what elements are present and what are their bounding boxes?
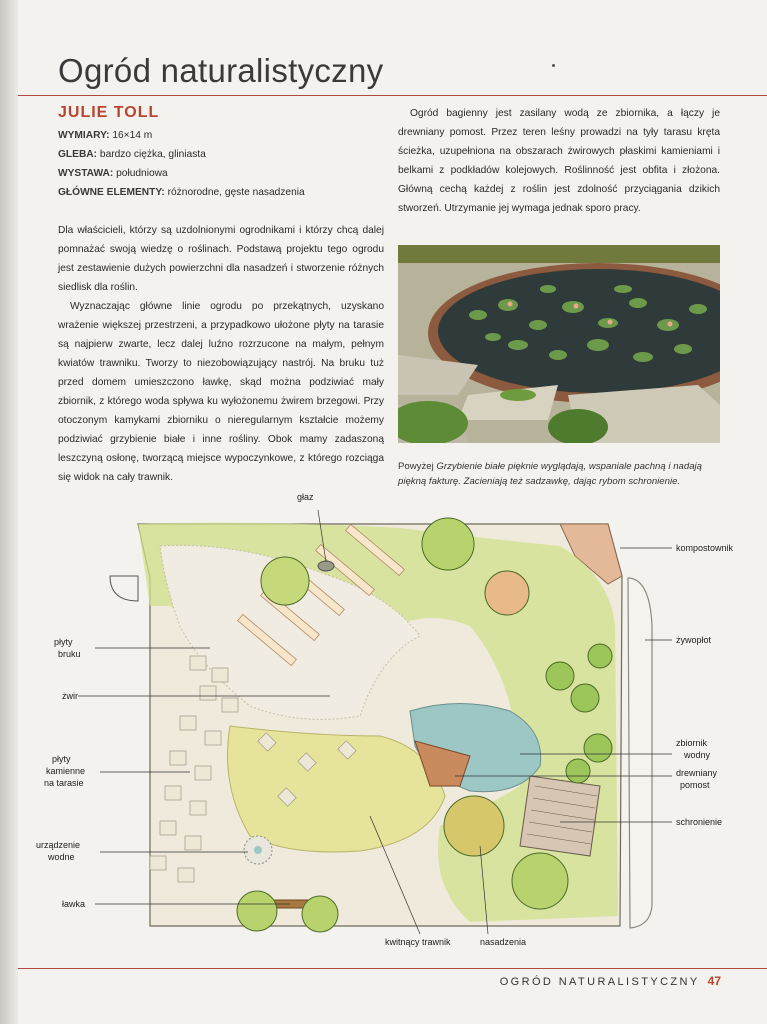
label-terrace-line1: płyty [52, 754, 71, 764]
footer-rule [18, 968, 767, 969]
label-water-feature-line1: urządzenie [36, 840, 81, 850]
label-boulder: głaz [297, 492, 314, 502]
label-boardwalk-line1: drewniany [676, 768, 718, 778]
label-paving-line1: płyty [54, 637, 73, 647]
title-rule [18, 95, 767, 96]
label-gravel: żwir [62, 691, 78, 701]
intro-paragraph: Dla właścicieli, którzy są uzdolnionymi ogrodnikami i którzy chcą dalej pomnażać swoją wiedzę o roślinach. Podstawą projektu tego ogrodu jest zestawienie dużych powierzchni dla nasadzeń i stworzenie różnych siedlisk dla roślin. [58, 225, 384, 293]
label-hedge: żywopłot [676, 635, 712, 645]
label-terrace-line3: na tarasie [44, 778, 84, 788]
label-boardwalk-line2: pomost [680, 780, 710, 790]
label-shelter: schronienie [676, 817, 723, 827]
author-name: JULIE TOLL [58, 104, 160, 121]
label-flowering-lawn: kwitnący trawnik [385, 937, 451, 947]
print-speck [552, 64, 555, 67]
photo-caption: Powyżej Grzybienie białe pięknie wyglądają, wspaniale pachną i nadają piękną fakturę. Zacieniają też sadzawkę, dając rybom schronienie. [398, 461, 703, 487]
label-water-feature-line2: wodne [48, 852, 75, 862]
label-pond-line2: wodny [684, 750, 711, 760]
label-bench: ławka [62, 899, 86, 909]
label-compost: kompostownik [676, 543, 734, 553]
label-pond-line1: zbiornik [676, 738, 708, 748]
spec-exposure: WYSTAWA: południowa [58, 168, 168, 179]
spec-main-elements: GŁÓWNE ELEMENTY: różnorodne, gęste nasadzenia [58, 187, 305, 198]
footer-section-title: OGRÓD NATURALISTYCZNY [499, 976, 700, 988]
garden-plan-illustration [0, 486, 767, 956]
page-title: Ogród naturalistyczny [58, 52, 384, 89]
design-paragraph: Wyznaczając główne linie ogrodu po przekątnych, uzyskano wrażenie większej przestrzeni, a przypadkowo ułożone płyty na tarasie są najpierw zwarte, lecz dalej luźno rozrzucone na małym, pełnym kwiatów trawniku. Tworzy to niezobowiązujący nastrój. Na bruku tuż przed domem umieszczono ławkę, skąd można podziwiać mały zbiornik, z którego woda spływa ku wyłożonemu żwirem brzegowi. Przy otoczonym kamykami zbiorniku o nieregularnym kształcie możemy podziwiać grzybienie białe i inne rośliny. Obok mamy zadaszoną leszczyną osłonę, tworzącą miejsce wypoczynkowe, z którego rozciąga się widok na cały trawnik. [58, 301, 384, 483]
right-column [398, 104, 720, 218]
page-number: 47 [707, 974, 721, 988]
label-plantings: nasadzenia [480, 937, 527, 947]
page-footer [500, 974, 721, 988]
label-terrace-line2: kamienne [46, 766, 86, 776]
label-paving-line2: bruku [58, 649, 81, 659]
left-column [58, 104, 384, 487]
spec-dimensions: WYMIARY: 16×14 m [58, 130, 153, 141]
spec-soil: GLEBA: bardzo ciężka, gliniasta [58, 149, 206, 160]
pond-photo [398, 245, 720, 443]
bog-garden-paragraph: Ogród bagienny jest zasilany wodą ze zbiornika, a łączy je drewniany pomost. Przez teren leśny prowadzi na tyły tarasu kręta ścieżka, uzupełniona na obszarach żwirowych płaskimi kamieniami i belkami z podkładów kolejowych. Roślinność jest obfita i złożona. Główną cechą każdej z roślin jest zdolność przyciągania dzikich stworzeń. Utrzymanie jej wymaga jednak sporo pracy. [398, 108, 720, 214]
